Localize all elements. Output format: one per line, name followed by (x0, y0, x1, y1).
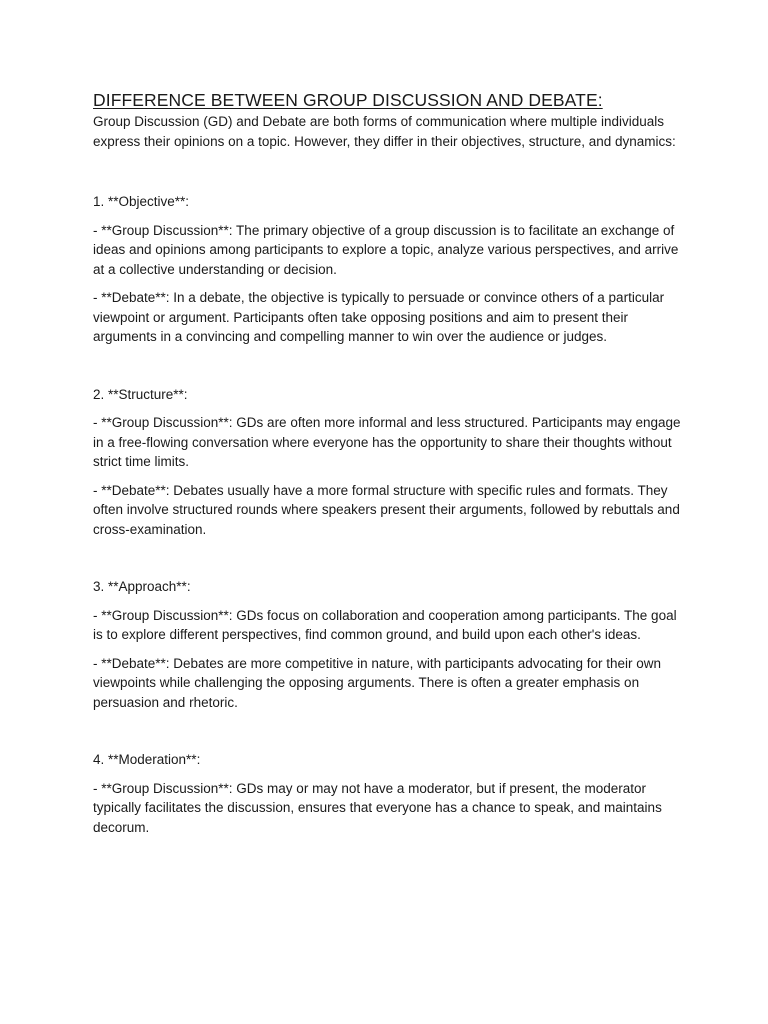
intro-paragraph: Group Discussion (GD) and Debate are both forms of communication where multiple individuals express their opinions on a topic. However, they differ in their objectives, structure, and dynamics: (93, 114, 676, 149)
section-heading: 4. **Moderation**: (93, 752, 201, 767)
point-group-discussion: - **Group Discussion**: The primary objective of a group discussion is to facilitate an exchange of ideas and opinions among participants to explore a topic, analyze various perspectives, and arrive at a collective understanding or decision. (93, 222, 679, 277)
section-heading: 2. **Structure**: (93, 386, 188, 402)
point-group-discussion: - **Group Discussion**: GDs may or may not have a moderator, but if present, the moderator typically facilitates the discussion, ensures that everyone has a chance to speak, and maintains decorum. (93, 780, 662, 835)
point-debate: - **Debate**: In a debate, the objective is typically to persuade or convince others of a particular viewpoint or argument. Participants often take opposing positions and aim to present their arguments in a convincing and compelling manner to win over the audience or judges. (93, 290, 665, 344)
point-debate: - **Debate**: Debates are more competitive in nature, with participants advocating for their own viewpoints while challenging the opposing arguments. There is often a greater emphasis on persuasion and rhetoric. (93, 655, 662, 710)
section-structure (93, 385, 683, 540)
section-approach (93, 577, 683, 712)
document-title: DIFFERENCE BETWEEN GROUP DISCUSSION AND DEBATE: (93, 90, 603, 110)
section-objective (93, 192, 683, 347)
section-heading: 1. **Objective**: (93, 194, 190, 209)
point-group-discussion: - **Group Discussion**: GDs are often more informal and less structured. Participants may engage in a free-flowing conversation where everyone has the opportunity to share their thoughts without strict time limits. (93, 415, 681, 469)
sections (93, 192, 683, 837)
point-debate: - **Debate**: Debates usually have a more formal structure with specific rules and formats. They often involve structured rounds where speakers present their arguments, followed by rebuttals and cross-examination. (93, 482, 680, 537)
section-moderation (93, 750, 683, 837)
document-page (93, 88, 683, 875)
section-heading: 3. **Approach**: (93, 579, 191, 594)
point-group-discussion: - **Group Discussion**: GDs focus on collaboration and cooperation among participants. The goal is to explore different perspectives, find common ground, and build upon each other's ideas. (93, 607, 677, 642)
